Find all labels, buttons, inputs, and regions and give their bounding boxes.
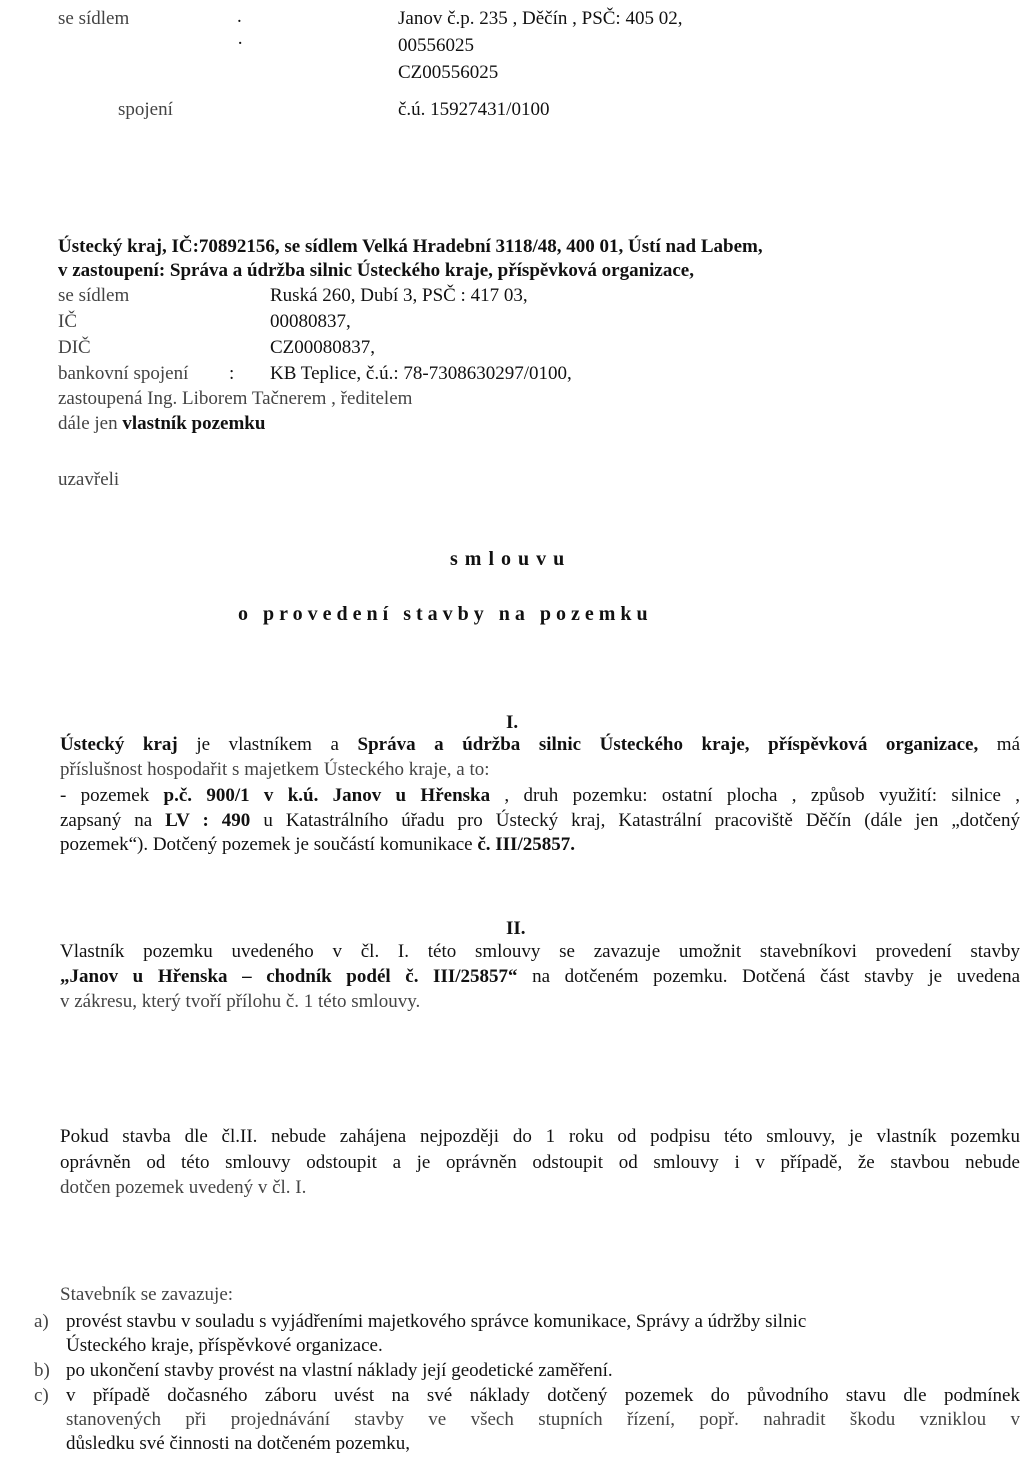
- owner-dale-prefix: dále jen: [58, 413, 123, 434]
- uzavreli: uzavřeli: [58, 469, 120, 490]
- section1-org: Správa a údržba silnic Ústeckého kraje, příspěvková organizace,: [357, 734, 979, 755]
- list-item-line: Ústeckého kraje, příspěvkové organizace.: [66, 1335, 383, 1356]
- list-item-line: důsledku své činnosti na dotčeném pozemku,: [66, 1433, 411, 1454]
- owner-dale-bold: vlastník pozemku: [122, 413, 266, 434]
- section1-line2: příslušnost hospodařit s majetkem Ústeckého kraje, a to:: [60, 759, 490, 780]
- owner-zastoupeni-prefix: v zastoupení:: [58, 260, 170, 281]
- header-spojeni-value: č.ú. 15927431/0100: [398, 99, 550, 120]
- owner-row-label: se sídlem: [58, 285, 130, 306]
- section1-katastr: u Katastrálního úřadu pro Ústecký kraj, Katastrální pracoviště Děčín (dále jen „dotčený: [250, 810, 1020, 831]
- section3-line3: dotčen pozemek uvedený v čl. I.: [60, 1177, 307, 1198]
- owner-dale: [58, 413, 265, 435]
- section1-soucast: pozemek“). Dotčený pozemek je součástí komunikace: [60, 834, 478, 855]
- owner-row-label: bankovní spojení: [58, 363, 189, 384]
- title-smlouvu: s m l o u v u: [450, 548, 566, 570]
- section2-stavba-rest: na dotčeném pozemku. Dotčená část stavby je uvedena: [517, 966, 1020, 987]
- section1-pozemek-rest: , druh pozemku: ostatní plocha , způsob využití: silnice ,: [490, 785, 1020, 806]
- list-marker: b): [34, 1360, 50, 1381]
- list-item-line: provést stavbu v souladu s vyjádřeními majetkového správce komunikace, Správy a údržby silnic: [66, 1311, 807, 1332]
- section2-heading: II.: [506, 918, 526, 939]
- owner-zastoupeni: [58, 260, 694, 282]
- owner-row-value: CZ00080837,: [270, 337, 376, 358]
- section2-line1: Vlastník pozemku uvedeného v čl. I. této smlouvy se zavazuje umožnit stavebníkovi provedení stavby: [60, 941, 1020, 962]
- header-sidlo-label: se sídlem: [58, 8, 130, 29]
- section2-line3: v zákresu, který tvoří přílohu č. 1 této smlouvy.: [60, 991, 421, 1012]
- list-marker: a): [34, 1311, 49, 1332]
- owner-row-label: DIČ: [58, 337, 91, 358]
- owner-zastoupena: [58, 388, 412, 410]
- owner-zastoupeni-org: Správa a údržba silnic Ústeckého kraje, příspěvková organizace,: [169, 260, 694, 281]
- list-item-line: stanovených při projednávání stavby ve všech stupních řízení, popř. nahradit škodu vzniklou v: [66, 1409, 1020, 1430]
- section1-lv: LV : 490: [165, 810, 251, 831]
- header-dic-value: CZ00556025: [398, 62, 499, 83]
- section3-line1: Pokud stavba dle čl.II. nebude zahájena nejpozději do 1 roku od podpisu této smlouvy, je vlastník pozemku: [60, 1126, 1020, 1147]
- list-marker: c): [34, 1385, 49, 1406]
- header-sidlo-value: Janov č.p. 235 , Děčín , PSČ: 405 02,: [398, 8, 683, 29]
- section1-pozemek-prefix: - pozemek: [60, 785, 164, 806]
- owner-intro: [58, 236, 763, 258]
- owner-intro-text: Ústecký kraj, IČ:70892156, se sídlem Velká Hradební 3118/48, 400 01, Ústí nad Labem,: [58, 236, 763, 257]
- section1-kraj: Ústecký kraj: [60, 734, 178, 755]
- owner-row-label: IČ: [58, 311, 77, 332]
- section4-intro: Stavebník se zavazuje:: [60, 1284, 234, 1305]
- list-item-line: po ukončení stavby provést na vlastní náklady její geodetické zaměření.: [66, 1360, 613, 1381]
- header-dot-2: ·: [237, 33, 244, 54]
- header-ico-value: 00556025: [398, 35, 474, 56]
- section3-line2: oprávněn od této smlouvy odstoupit a je oprávněn odstoupit od smlouvy i v případě, že stavbou nebude: [60, 1152, 1020, 1173]
- section1-line4: [60, 810, 1020, 832]
- section1-line5: [60, 834, 575, 856]
- section1-zapsany: zapsaný na: [60, 810, 166, 831]
- owner-row-value: Ruská 260, Dubí 3, PSČ : 417 03,: [270, 285, 528, 306]
- section1-line3: [60, 785, 1020, 807]
- owner-zastoupena-text: zastoupená Ing. Liborem Tačnerem , ředitelem: [58, 388, 413, 409]
- header-spojeni-label: spojení: [118, 99, 173, 120]
- section1-text-end: má: [978, 734, 1021, 755]
- section1-heading: I.: [506, 712, 519, 733]
- section1-text: je vlastníkem a: [177, 734, 358, 755]
- section1-pozemek-id: p.č. 900/1 v k.ú. Janov u Hřenska: [163, 785, 491, 806]
- owner-row-value: KB Teplice, č.ú.: 78-7308630297/0100,: [270, 363, 572, 384]
- list-item-line: v případě dočasného záboru uvést na své náklady dotčený pozemek do původního stavu dle podmínek: [66, 1385, 1020, 1406]
- section2-line2: [60, 966, 1020, 988]
- section2-stavba-name: „Janov u Hřenska – chodník podél č. III/25857“: [60, 966, 518, 987]
- header-dot: .: [237, 6, 242, 27]
- section1-line1: [60, 734, 1020, 756]
- title-provedeni: o p r o v e d e n í s t a v b y n a p o z e m k u: [238, 603, 648, 625]
- owner-row-value: 00080837,: [270, 311, 351, 332]
- owner-row-colon: :: [229, 363, 235, 384]
- section1-komunikace: č. III/25857.: [477, 834, 575, 855]
